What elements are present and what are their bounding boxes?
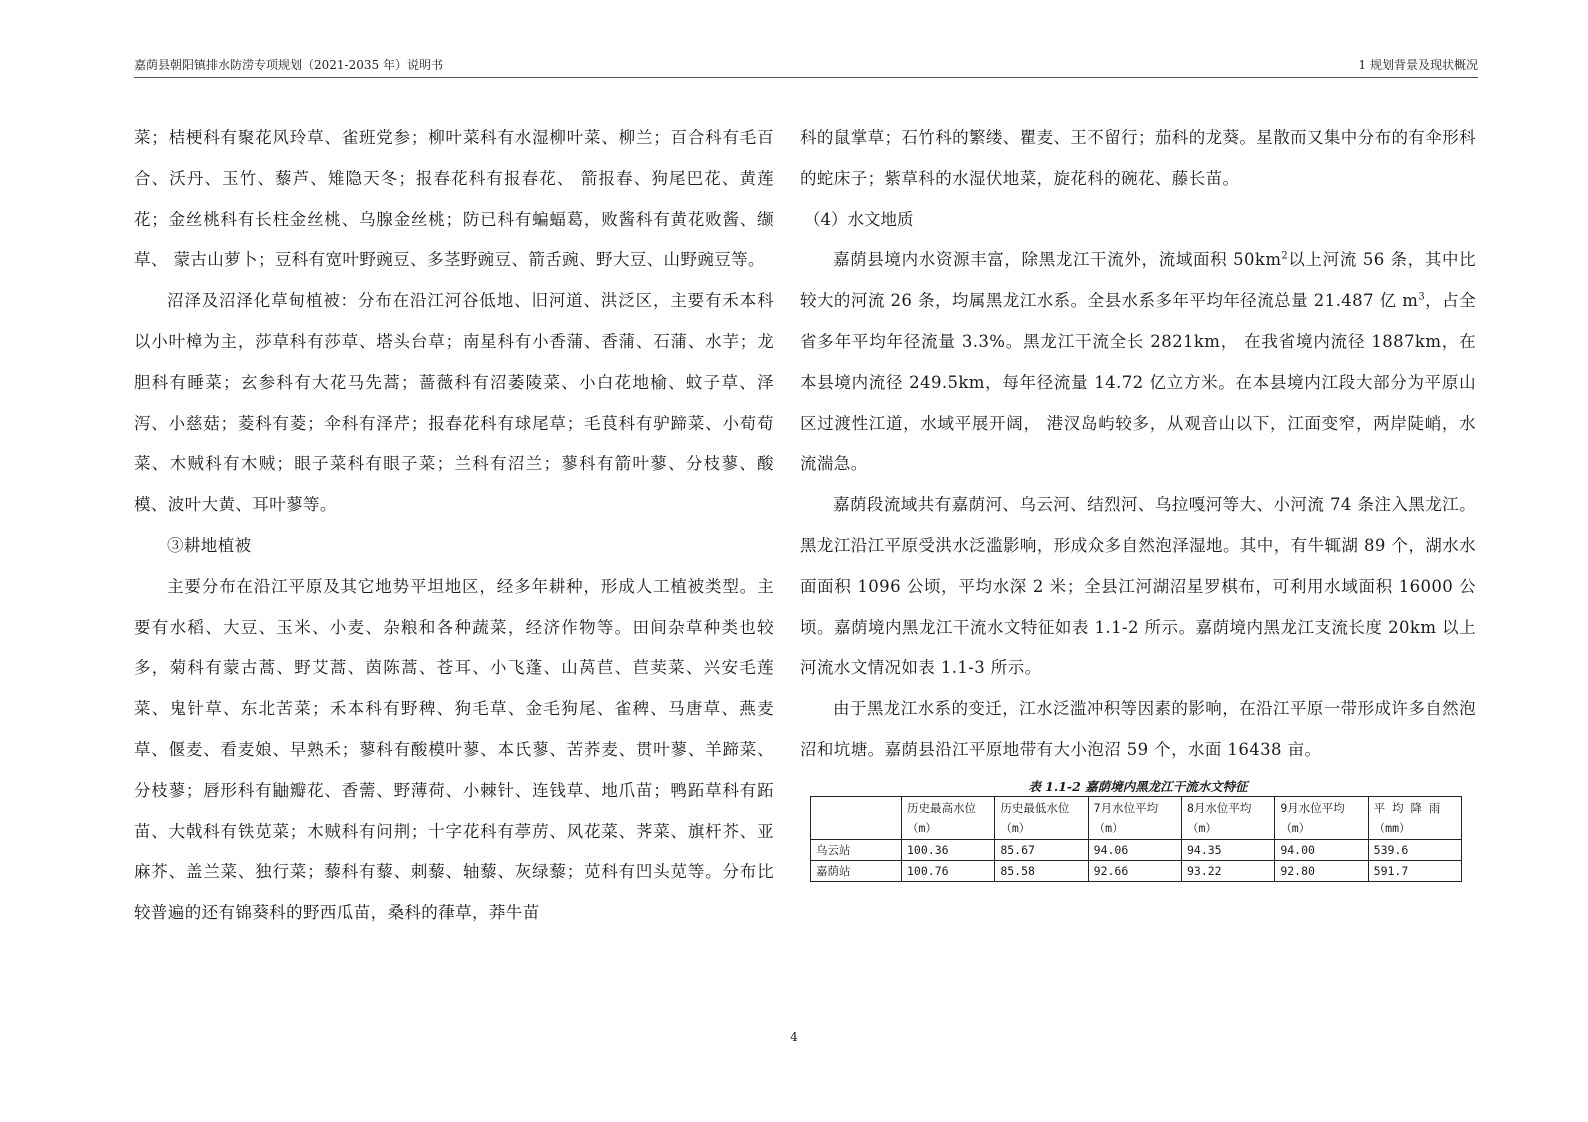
page-number: 4 (790, 1030, 798, 1044)
table-cell: 100.36 (902, 840, 995, 861)
table-cell: 92.80 (1275, 861, 1368, 882)
table-cell: 85.67 (995, 840, 1088, 861)
table-header-row (811, 797, 1462, 840)
station-name: 乌云站 (811, 840, 902, 861)
table-header-cell: 9月水位平均（m） (1275, 797, 1368, 840)
table-cell: 591.7 (1368, 861, 1461, 882)
table-header-cell: 8月水位平均（m） (1181, 797, 1274, 840)
table-row (811, 861, 1462, 882)
paragraph-ponds: 由于黑龙江水系的变迁，江水泛滥冲积等因素的影响，在沿江平原一带形成许多自然泡沼和坑塘。嘉荫县沿江平原地带有大小泡沼 59 个，水面 16438 亩。 (800, 699, 1476, 759)
table-header-cell (811, 797, 902, 840)
running-header-title: 嘉荫县朝阳镇排水防涝专项规划（2021-2035 年）说明书 (134, 58, 443, 72)
section-heading-hydrogeology: （4）水文地质 (804, 209, 914, 229)
table-cell: 93.22 (1181, 861, 1274, 882)
table-header-cell: 平 均 降 雨（mm） (1368, 797, 1461, 840)
paragraph-plant-families-cont: 科的鼠掌草；石竹科的繁缕、瞿麦、王不留行；茄科的龙葵。星散而又集中分布的有伞形科的蛇床子；紫草科的水湿伏地菜，旋花科的碗花、藤长苗。 (800, 128, 1476, 188)
header-divider (134, 77, 1478, 78)
paragraph-marsh-vegetation: 沼泽及沼泽化草甸植被：分布在沿江河谷低地、旧河道、洪泛区，主要有禾本科以小叶樟为主，莎草科有莎草、塔头台草；南星科有小香蒲、香蒲、石蒲、水芋；龙胆科有睡菜；玄参科有大花马先蒿；蔷薇科有沼萎陵菜、小白花地榆、蚊子草、泽泻、小慈菇；菱科有菱；伞科有泽芹；报春花科有球尾草；毛茛科有驴蹄菜、小荀荀菜、木贼科有木贼；眼子菜科有眼子菜；兰科有沼兰；蓼科有箭叶蓼、分枝蓼、酸模、波叶大黄、耳叶蓼等。 (134, 291, 774, 515)
table-cell: 92.66 (1088, 861, 1181, 882)
station-name: 嘉荫站 (811, 861, 902, 882)
hydrology-table (810, 796, 1462, 882)
table-cell: 539.6 (1368, 840, 1461, 861)
table-cell: 85.58 (995, 861, 1088, 882)
paragraph-tributaries: 嘉荫段流域共有嘉荫河、乌云河、结烈河、乌拉嘎河等大、小河流 74 条注入黑龙江。黑龙江沿江平原受洪水泛滥影响，形成众多自然泡泽湿地。其中，有牛辄湖 89 个，湖水水面面积 1096 公顷，平均水深 2 米；全县江河湖沼星罗棋布，可利用水域面积 16000 公顷。嘉荫境内黑龙江干流水文特征如表 1.1-2 所示。嘉荫境内黑龙江支流长度 20km 以上河流水文情况如表 1.1-3 所示。 (800, 495, 1476, 678)
subheading-farmland-vegetation: ③耕地植被 (167, 535, 252, 555)
left-column (134, 118, 774, 934)
table-cell: 94.06 (1088, 840, 1181, 861)
paragraph-water-resources: 嘉荫县境内水资源丰富，除黑龙江干流外，流域面积 $50km^2$以上河流 56 条，其中比较大的河流 26 条，均属黑龙江水系。全县水系多年平均年径流总量 21.487 亿 $m^3$，占全省多年平均年径流量 3.3%。黑龙江干流全长 2821km， 在我省境内流径 1887km，在本县境内流径 249.5km，每年径流量 14.72 亿立方米。在本县境内江段大部分为平原山区过渡性江道，水域平展开阔， 港汊岛屿较多，从观音山以下，江面变窄，两岸陡峭，水流湍急。 (800, 250, 1476, 474)
table-header-cell: 历史最低水位（m） (995, 797, 1088, 840)
paragraph-plant-families: 菜；桔梗科有聚花风玲草、雀班党参；柳叶菜科有水湿柳叶菜、柳兰；百合科有毛百合、沃丹、玉竹、藜芦、雉隐天冬；报春花科有报春花、 箭报春、狗尾巴花、黄莲花；金丝桃科有长柱金丝桃、乌腺金丝桃；防已科有蝙蝠葛，败酱科有黄花败酱、缬草、 蒙古山萝卜；豆科有宽叶野豌豆、多茎野豌豆、箭舌豌、野大豆、山野豌豆等。 (134, 128, 774, 270)
paragraph-farmland-vegetation: 主要分布在沿江平原及其它地势平坦地区，经多年耕种，形成人工植被类型。主要有水稻、大豆、玉米、小麦、杂粮和各种蔬菜，经济作物等。田间杂草种类也较多，菊科有蒙古蒿、野艾蒿、茵陈蒿、苍耳、小飞蓬、山莴苣、苣荬菜、兴安毛莲菜、鬼针草、东北苦菜；禾本科有野稗、狗毛草、金毛狗尾、雀稗、马唐草、燕麦草、偃麦、看麦娘、早熟禾；蓼科有酸模叶蓼、本氏蓼、苦荞麦、贯叶蓼、羊蹄菜、分枝蓼；唇形科有鼬瓣花、香薷、野薄荷、小棘针、连钱草、地爪苗；鸭跖草科有跖苗、大戟科有铁苋菜；木贼科有问荆；十字花科有葶苈、风花菜、荠菜、旗杆芥、亚麻芥、盖兰菜、独行菜；藜科有藜、刺藜、轴藜、灰绿藜；苋科有凹头苋等。分布比较普遍的还有锦葵科的野西瓜苗，桑科的葎草，莽牛苗 (134, 576, 774, 923)
table-header-cell: 历史最高水位（m） (902, 797, 995, 840)
table-header-cell: 7月水位平均（m） (1088, 797, 1181, 840)
table-cell: 94.00 (1275, 840, 1368, 861)
running-header-section: 1 规划背景及现状概况 (1358, 58, 1478, 72)
right-column (800, 118, 1476, 771)
table-caption: 表 1.1-2 嘉荫境内黑龙江干流水文特征 (1028, 779, 1248, 794)
table-row (811, 840, 1462, 861)
table-cell: 94.35 (1181, 840, 1274, 861)
table-cell: 100.76 (902, 861, 995, 882)
